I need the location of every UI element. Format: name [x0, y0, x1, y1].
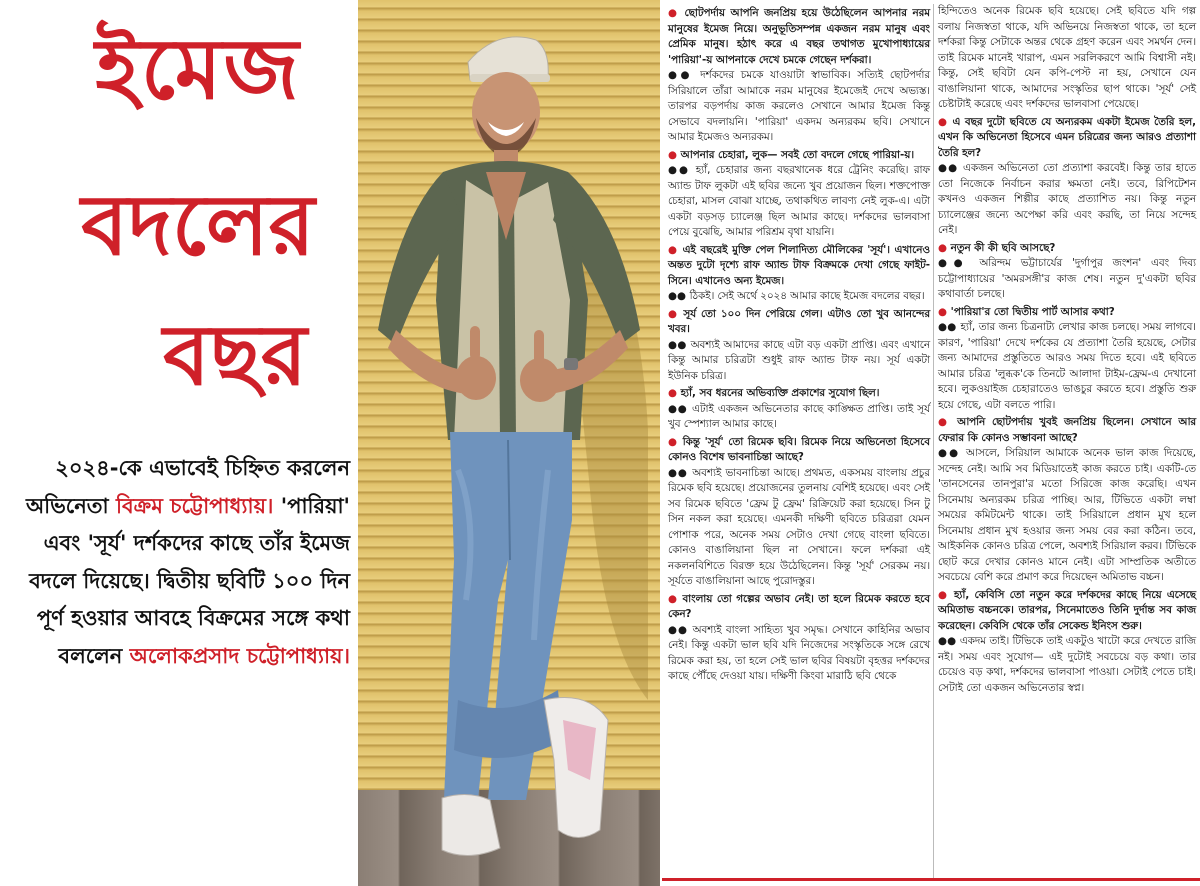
intro-paragraph: [10, 450, 350, 675]
answer-6: ●● অবশ্যই ভাবনাচিন্তা আছে। প্রথমত, একসময় বাংলায় প্রচুর রিমেক ছবি হয়েছে। প্রয়োজনের তুলনায় বেশিই হয়েছে। এবং সেই সব রিমেক ছবিতে 'ফ্রেম টু ফ্রেম' রিক্রিয়েট করা হয়েছে। সিন টু সিন নকল করা হয়েছে। এমনকী দক্ষিণী ছবিতে চরিত্ররা যেমন পোশাক পরে, অনেক সময় সেটাও দেখা গেছে বাংলা ছবিতে। কোনও বাঙালিয়ানা ছিল না সেখানে। ফলে দর্শকরা এই নকলনবিশিতে বিরক্ত হয়ে উঠেছিলেন। কিন্তু 'সূর্য' সেরকম নয়। সূর্যতে বাঙালিয়ানা আছে পুরোদস্তুর।: [668, 466, 930, 590]
answer-7: ●● অবশ্যই বাংলা সাহিত্য খুব সমৃদ্ধ। সেখানে কাহিনির অভাব নেই। কিন্তু একটা ভাল ছবি যদি নিজেদের সংস্কৃতিকে সঙ্গে রেখে রিমেক করা হয়, তা হলে সেই ভাল ছবির বিষয়টা বৃহত্তর দর্শকদের কাছে পৌঁছে দেওয়া যায়। দক্ষিণী কিংবা মারাঠি ছবি থেকে: [668, 623, 930, 685]
question-1: ● ছোটপর্দায় আপনি জনপ্রিয় হয়ে উঠেছিলেন আপনার নরম মানুষের ইমেজ নিয়ে। অনুভূতিসম্পন্ন একজন নরম মানুষ এবং প্রেমিক মানুষ। হঠাৎ করে এ বছর তথাগত মুখোপাধ্যায়ের 'পারিয়া'-য় আপনাকে দেখে চমকে গেছেন দর্শকরা।: [668, 6, 930, 68]
answer-5: ●● এটাই একজন অভিনেতার কাছে কাঙ্ক্ষিত প্রাপ্তি। তাই সূর্য খুব স্পেশ্যাল আমার কাছে।: [668, 402, 930, 433]
question-8: ● এ বছর দুটো ছবিতে যে অন্যরকম একটা ইমেজ তৈরি হল, এখন কি অভিনেতা হিসেবে এমন চরিত্রের জন্য আরও প্রত্যাশা তৈরি হল?: [938, 115, 1196, 162]
question-6: ● কিন্তু 'সূর্য' তো রিমেক ছবি। রিমেক নিয়ে অভিনেতা হিসেবে কোনও বিশেষ ভাবনাচিন্তা আছে?: [668, 435, 930, 466]
headline-line-2: বদলের: [81, 175, 315, 274]
interview-column-2: [938, 4, 1196, 696]
question-9: ● নতুন কী কী ছবি আসছে?: [938, 241, 1196, 257]
question-12: ● হ্যাঁ, কেবিসি তো নতুন করে দর্শকদের কাছে নিয়ে এসেছে অমিতাভ বচ্চনকে। তারপর, সিনেমাতেও তিনি দুর্দান্ত সব কাজ করেছেন। কেবিসি থেকে তাঁর সেকেন্ড ইনিংস শুরু।: [938, 588, 1196, 635]
actor-photo: [358, 0, 660, 886]
actor-figure: [358, 0, 660, 886]
headline-line-3: বছর: [163, 305, 307, 404]
question-5: ● হ্যাঁ, সব ধরনের অভিব্যক্তি প্রকাশের সুযোগ ছিল।: [668, 386, 930, 402]
intro-part-2: 'পারিয়া' এবং 'সূর্য' দর্শকদের কাছে তাঁর ইমেজ বদলে দিয়েছে। দ্বিতীয় ছবিটি ১০০ দিন পূর্ণ হওয়ার আবহে বিক্রমের সঙ্গে কথা বললেন: [29, 493, 350, 668]
answer-1: ●● দর্শকদের চমকে যাওয়াটা স্বাভাবিক। সত্যিই ছোটপর্দার সিরিয়ালে তাঁরা আমাকে নরম মানুষের ইমেজেই দেখে অভ্যস্ত। তারপর বড়পর্দায় কাজ করলেও সেখানে আমার ইমেজ কিন্তু সেভাবে বদলায়নি। 'পারিয়া' একদম অন্যরকম ছবি। সেখানে আমার ইমেজও অন্যরকম।: [668, 68, 930, 146]
question-10: ● 'পারিয়া'র তো দ্বিতীয় পার্ট আসার কথা?: [938, 305, 1196, 321]
actor-name: বিক্রম চট্টোপাধ্যায়।: [115, 493, 274, 518]
answer-3: ●● ঠিকই। সেই অর্থে ২০২৪ আমার কাছে ইমেজ বদলের বছর।: [668, 289, 930, 305]
question-4: ● সূর্য তো ১০০ দিন পেরিয়ে গেল। এটাও তো খুব আনন্দের খবর।: [668, 307, 930, 338]
answer-7-continued: হিন্দিতেও অনেক রিমেক ছবি হয়েছে। সেই ছবিতে যদি গল্প বলায় নিজস্বতা থাকে, যদি অভিনয়ে নিজস্বতা থাকে, তা হলে দর্শকরা কিন্তু সেটাকে অন্তর থেকে গ্রহণ করেন এবং সমর্থন দেন। তাই রিমেক মানেই খারাপ, এমন সরলিকরণে আমি বিশ্বাসী নই। কিন্তু, সেই ছবিটা যেন কপি-পেস্ট না হয়, সেখানে যেন বাঙালিয়ানা থাকে, আমাদের সংস্কৃতির ছাপ থাকে। 'সূর্য' সেই চেষ্টাটাই করেছে এবং দর্শকদের ভালবাসা পেয়েছে।: [938, 5, 1196, 110]
answer-2: ●● হ্যাঁ, চেহারার জন্য বছরখানেক ধরে ট্রেনিং করেছি। রাফ অ্যান্ড টাফ লুকটা এই ছবির জন্যে খুব প্রয়োজন ছিল। শক্তপোক্ত চেহারা, মাসল বোঝা যাচ্ছে, তথাকথিত লাবণ্য নেই লুক-এ। এটা একটা বড়সড় চ্যালেঞ্জ ছিল আমার কাছে। দর্শকদের ভালবাসা পেয়ে বুঝেছি, আমার পরিশ্রম বৃথা যায়নি।: [668, 163, 930, 241]
answer-12: ●● একদম তাই। টিভিকে তাই একটুও খাটো করে দেখতে রাজি নই। সময় এবং সুযোগ— এই দুটোই সবচেয়ে বড় কথা। তার চেয়েও বড় কথা, দর্শকদের ভালবাসা পাওয়া। সেটাই পেতে চাই। সেটাই তো একজন অভিনেতার স্বপ্ন।: [938, 634, 1196, 696]
answer-11: ●● আসলে, সিরিয়াল আমাকে অনেক ভাল কাজ দিয়েছে, সন্দেহ নেই। আমি সব মিডিয়াতেই কাজ করতে চাই। একটি-তে 'তানসেনের তানপুরা'র মতো সিরিজে কাজ করেছি। এখন সিনেমায় অন্যরকম চরিত্র পাচ্ছি। আর, টিভিতে একটা লম্বা সময়ের কমিটমেন্ট থাকে। তাই সিরিয়ালে প্রধান মুখ হলে সিনেমায় প্রধান মুখ হওয়ার জন্য সময় বের করা কঠিন। তবে, আইকনিক কোনও চরিত্র পেলে, অবশ্যই সিরিয়াল করব। টিভিকে ছোট করে দেখার কোনও মানে নেই। এটা সাম্প্রতিক অতীতে সবচেয়ে বেশি করে প্রমাণ করে দিয়েছেন অমিতাভ বচ্চন।: [938, 446, 1196, 586]
question-7: ● বাংলায় তো গল্পের অভাব নেই। তা হলে রিমেক করতে হবে কেন?: [668, 592, 930, 623]
interview-column-1: [668, 4, 930, 685]
answer-10: ●● হ্যাঁ, তার জন্য চিত্রনাট্য লেখার কাজ চলছে। সময় লাগবে। কারণ, 'পারিয়া' দেখে দর্শকের যে প্রত্যাশা তৈরি হয়েছে, সেটার জন্য আমাদের প্রস্তুতিতে আরও সময় দিতে হবে। এই ছবিতে আমার চরিত্র 'লুব্ধক'কে তিনটে আলাদা টাইম-ফ্রেম-এ দেখানো হবে। লুকওয়াইজ চেহারাতেও ভাঙচুর করতে হবে। প্রস্তুতি শুরু হয়ে গেছে, এটা বলতে পারি।: [938, 320, 1196, 413]
bottom-rule: [662, 878, 1200, 881]
answer-9: ●● অরিন্দম ভট্টাচার্যের 'দুর্গাপুর জংশন' এবং দিব্য চট্টোপাধ্যায়ের 'অমরসঙ্গী'র কাজ শেষ। নতুন দু'একটা ছবির কথাবার্তা চলছে।: [938, 256, 1196, 303]
question-11: ● আপনি ছোটপর্দায় খুবই জনপ্রিয় ছিলেন। সেখানে আর ফেরার কি কোনও সম্ভাবনা আছে?: [938, 415, 1196, 446]
intro-part-1: ২০২৪-কে এভাবেই চিহ্নিত করলেন অভিনেতা: [25, 456, 350, 518]
headline-line-1: ইমেজ: [95, 19, 301, 118]
question-2: ● আপনার চেহারা, লুক— সবই তো বদলে গেছে পারিয়া-য়।: [668, 148, 930, 164]
author-name: অলোকপ্রসাদ চট্টোপাধ্যায়।: [129, 643, 350, 668]
answer-8: ●● একজন অভিনেতা তো প্রত্যাশা করবেই। কিন্তু তার হাতে তো নিজেকে নির্বাচন করার ক্ষমতা নেই। তবে, রিপিটেশন কখনও একজন শিল্পীর কাছে প্রত্যাশিত নয়। কিন্তু নতুন চ্যালেঞ্জের জন্যে অপেক্ষা করি এবং করছি, তা নিয়ে সন্দেহ নেই।: [938, 161, 1196, 239]
column-divider: [933, 4, 934, 880]
headline-column: [0, 0, 358, 886]
question-3: ● এই বছরেই মুক্তি পেল শিলাদিত্য মৌলিকের 'সূর্য'। এখানেও অন্তত দুটো দৃশ্যে রাফ অ্যান্ড টাফ বিক্রমকে দেখা গেছে ফাইট-সিনে। এখানেও অন্য ইমেজ।: [668, 243, 930, 290]
answer-4: ●● অবশ্যই আমাদের কাছে এটা বড় একটা প্রাপ্তি। এবং এখানে কিন্তু আমার চরিত্রটা শুধুই রাফ অ্যান্ড টাফ নয়। সূর্য একটা ইউনিক চরিত্র।: [668, 338, 930, 385]
